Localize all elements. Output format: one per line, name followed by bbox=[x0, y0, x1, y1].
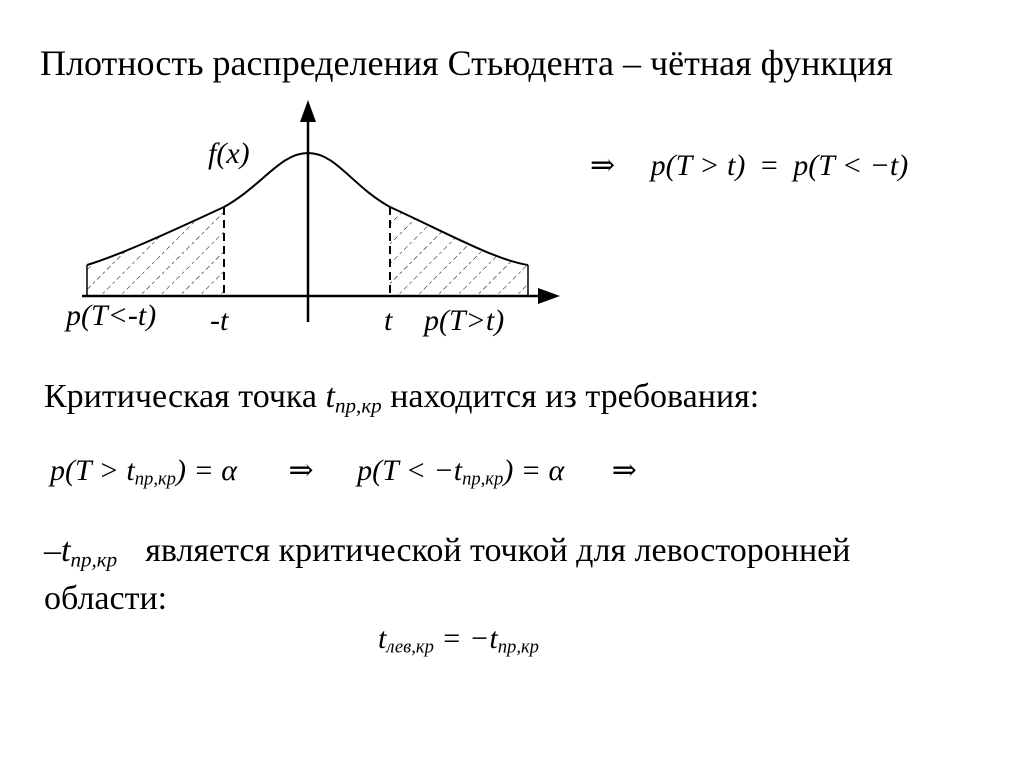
eq-arrow-1: ⇒ bbox=[288, 454, 314, 487]
left-side-text: является критической точкой для левосторонней bbox=[145, 532, 851, 569]
left-side-line1 bbox=[44, 532, 850, 572]
eq1-prefix: p(T > t bbox=[50, 454, 135, 487]
symmetry-formula bbox=[590, 148, 908, 183]
eq2-prefix: p(T < −t bbox=[357, 454, 463, 487]
y-axis-label: f(x) bbox=[208, 137, 250, 170]
critical-text-after: находится из требования: bbox=[381, 378, 760, 415]
left-side-line2: области: bbox=[44, 580, 168, 617]
final-lhs-subscript: лев,кр bbox=[386, 636, 434, 658]
neg-t-symbol: –t bbox=[44, 532, 71, 569]
critical-equations bbox=[50, 453, 637, 491]
prob-less-neg-t: p(T < −t) bbox=[793, 149, 909, 182]
critical-point-sentence bbox=[44, 378, 759, 418]
prob-greater-t: p(T > t) bbox=[650, 149, 746, 182]
eq2-suffix: ) = α bbox=[503, 454, 565, 487]
final-rhs-subscript: пр,кр bbox=[497, 636, 539, 658]
neg-t-label: -t bbox=[210, 304, 229, 337]
implies-arrow: ⇒ bbox=[590, 149, 616, 182]
x-axis-arrow bbox=[538, 288, 560, 304]
right-tail-hatched-area bbox=[390, 207, 528, 296]
left-tail-hatched-area bbox=[87, 207, 224, 296]
right-area-label: p(T>t) bbox=[424, 304, 505, 337]
eq1-subscript: пр,кр bbox=[134, 468, 176, 490]
y-axis-arrow bbox=[300, 100, 316, 122]
critical-subscript: пр,кр bbox=[334, 393, 382, 418]
left-area-label: p(T<-t) bbox=[66, 299, 157, 332]
eq1-suffix: ) = α bbox=[175, 454, 237, 487]
final-formula bbox=[378, 622, 539, 659]
final-lhs: t bbox=[378, 622, 387, 655]
equals-sign: = bbox=[760, 149, 778, 182]
final-eq: = −t bbox=[433, 622, 498, 655]
slide-title: Плотность распределения Стьюдента – чётная функция bbox=[40, 43, 893, 83]
critical-symbol: t bbox=[325, 378, 335, 415]
critical-text-before: Критическая точка bbox=[44, 378, 326, 415]
eq-arrow-2: ⇒ bbox=[611, 454, 637, 487]
neg-t-subscript: пр,кр bbox=[70, 547, 118, 572]
t-label: t bbox=[384, 304, 393, 337]
eq2-subscript: пр,кр bbox=[462, 468, 504, 490]
